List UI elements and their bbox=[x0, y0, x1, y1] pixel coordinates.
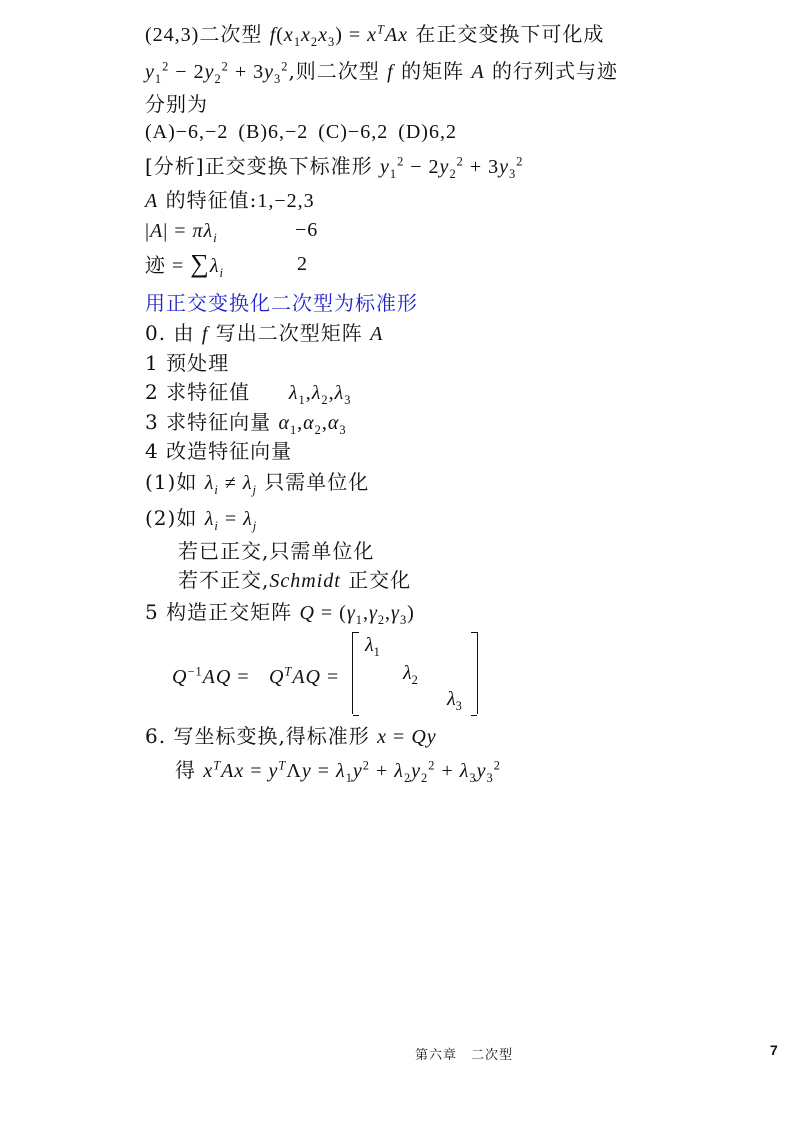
problem-line-1: (24,3)二次型 $f(x_1x_2x_3) = x^TAx$ 在正交变换下可化成 bbox=[145, 22, 605, 49]
problem-options: (A)−6,−2 (B)6,−2 (C)−6,2 (D)6,2 bbox=[145, 121, 457, 143]
step-2: 2 求特征值 $\lambda_1,\lambda_2,\lambda_3$ bbox=[145, 380, 352, 407]
diagonal-matrix bbox=[352, 632, 478, 714]
case-1: (1)如 $\lambda_i \ne \lambda_j$ 只需单位化 bbox=[145, 470, 370, 497]
det-line: $|A| = \pi\lambda_i$ −6 bbox=[145, 216, 218, 245]
matrix-equation: $Q^{-1}AQ = Q^TAQ$ = bbox=[172, 664, 340, 688]
step-5-text: 5 构造正交矩阵 bbox=[145, 600, 293, 624]
case-2-prefix: (2)如 bbox=[145, 506, 198, 530]
problem-line-3: 分别为 bbox=[145, 92, 208, 116]
case-2-sub-2-c: 正交化 bbox=[348, 568, 412, 592]
analysis-label: [分析] bbox=[145, 154, 205, 178]
problem-stem-2: 在正交变换下可化成 bbox=[415, 22, 605, 46]
step-6: 6. 写坐标变换,得标准形 x = Qy bbox=[145, 724, 437, 748]
step-2-text: 2 求特征值 bbox=[145, 380, 251, 404]
problem-stem-5: 的行列式与迹 bbox=[492, 59, 619, 83]
trace-line: 迹 = $\sum\lambda_i$ 2 bbox=[145, 249, 308, 280]
case-2-sub-2-a: 若不正交, bbox=[178, 568, 270, 592]
eigen-values: 1,−2,3 bbox=[257, 190, 315, 212]
analysis-text: 正交变换下标准形 bbox=[204, 154, 373, 178]
matrix-lambda-1: $\lambda_1$ bbox=[365, 634, 380, 659]
final-prefix: 得 bbox=[175, 758, 196, 782]
page-number: 7 bbox=[770, 1042, 778, 1058]
trace-value: 2 bbox=[297, 253, 308, 275]
case-1-prefix: (1)如 bbox=[145, 470, 198, 494]
eigen-line: A 的特征值:1,−2,3 bbox=[145, 188, 315, 212]
step-3-text: 3 求特征向量 bbox=[145, 410, 272, 434]
step-0-text-b: 写出二次型矩阵 bbox=[215, 321, 363, 345]
step-5: 5 构造正交矩阵 $Q = (\gamma_1,\gamma_2,\gamma_3)$ bbox=[145, 600, 415, 627]
problem-number: (24,3) bbox=[145, 24, 200, 46]
matrix-lambda-2: $\lambda_2$ bbox=[403, 662, 418, 687]
matrix-lambda-3: $\lambda_3$ bbox=[447, 688, 462, 713]
problem-stem-4: 的矩阵 bbox=[401, 59, 465, 83]
step-0: 0. 由 f 写出二次型矩阵 A bbox=[145, 321, 384, 345]
case-2-sub-2 bbox=[178, 566, 411, 595]
problem-stem-3: ,则二次型 bbox=[288, 59, 380, 83]
det-value: −6 bbox=[295, 219, 319, 241]
formula-f: f bbox=[269, 24, 277, 46]
problem-line-2: $y_1^2 - 2y_2^2 + 3y_3^2$,则二次型 f 的矩阵 A 的行列式与迹 bbox=[145, 59, 619, 86]
case-2-sub-2-b: Schmidt bbox=[269, 570, 341, 592]
footer-chapter: 第六章 二次型 bbox=[415, 1048, 514, 1063]
step-3: 3 求特征向量 $\alpha_1,\alpha_2,\alpha_3$ bbox=[145, 410, 347, 437]
case-2: (2)如 $\lambda_i = \lambda_j$ bbox=[145, 506, 258, 533]
analysis-line: [分析]正交变换下标准形 $y_1^2 - 2y_2^2 + 3y_3^2$ bbox=[145, 154, 524, 181]
eigen-prefix: 的特征值: bbox=[165, 188, 258, 212]
step-1: 1 预处理 bbox=[145, 351, 230, 375]
step-0-text: 0. 由 bbox=[145, 321, 195, 345]
trace-label: 迹 bbox=[145, 253, 166, 277]
step-6-text: 6. 写坐标变换,得标准形 bbox=[145, 724, 370, 748]
case-1-suffix: 只需单位化 bbox=[264, 470, 370, 494]
method-heading: 用正交变换化二次型为标准形 bbox=[145, 291, 418, 315]
final-result: 得 $x^TAx = y^T\Lambda y = \lambda_1y^2 + \lambda_2y_2^2 + \lambda_3y_3^2$ bbox=[175, 758, 501, 785]
case-2-sub-1: 若已正交,只需单位化 bbox=[178, 539, 375, 563]
step-4: 4 改造特征向量 bbox=[145, 439, 293, 463]
problem-stem-1: 二次型 bbox=[199, 22, 263, 46]
